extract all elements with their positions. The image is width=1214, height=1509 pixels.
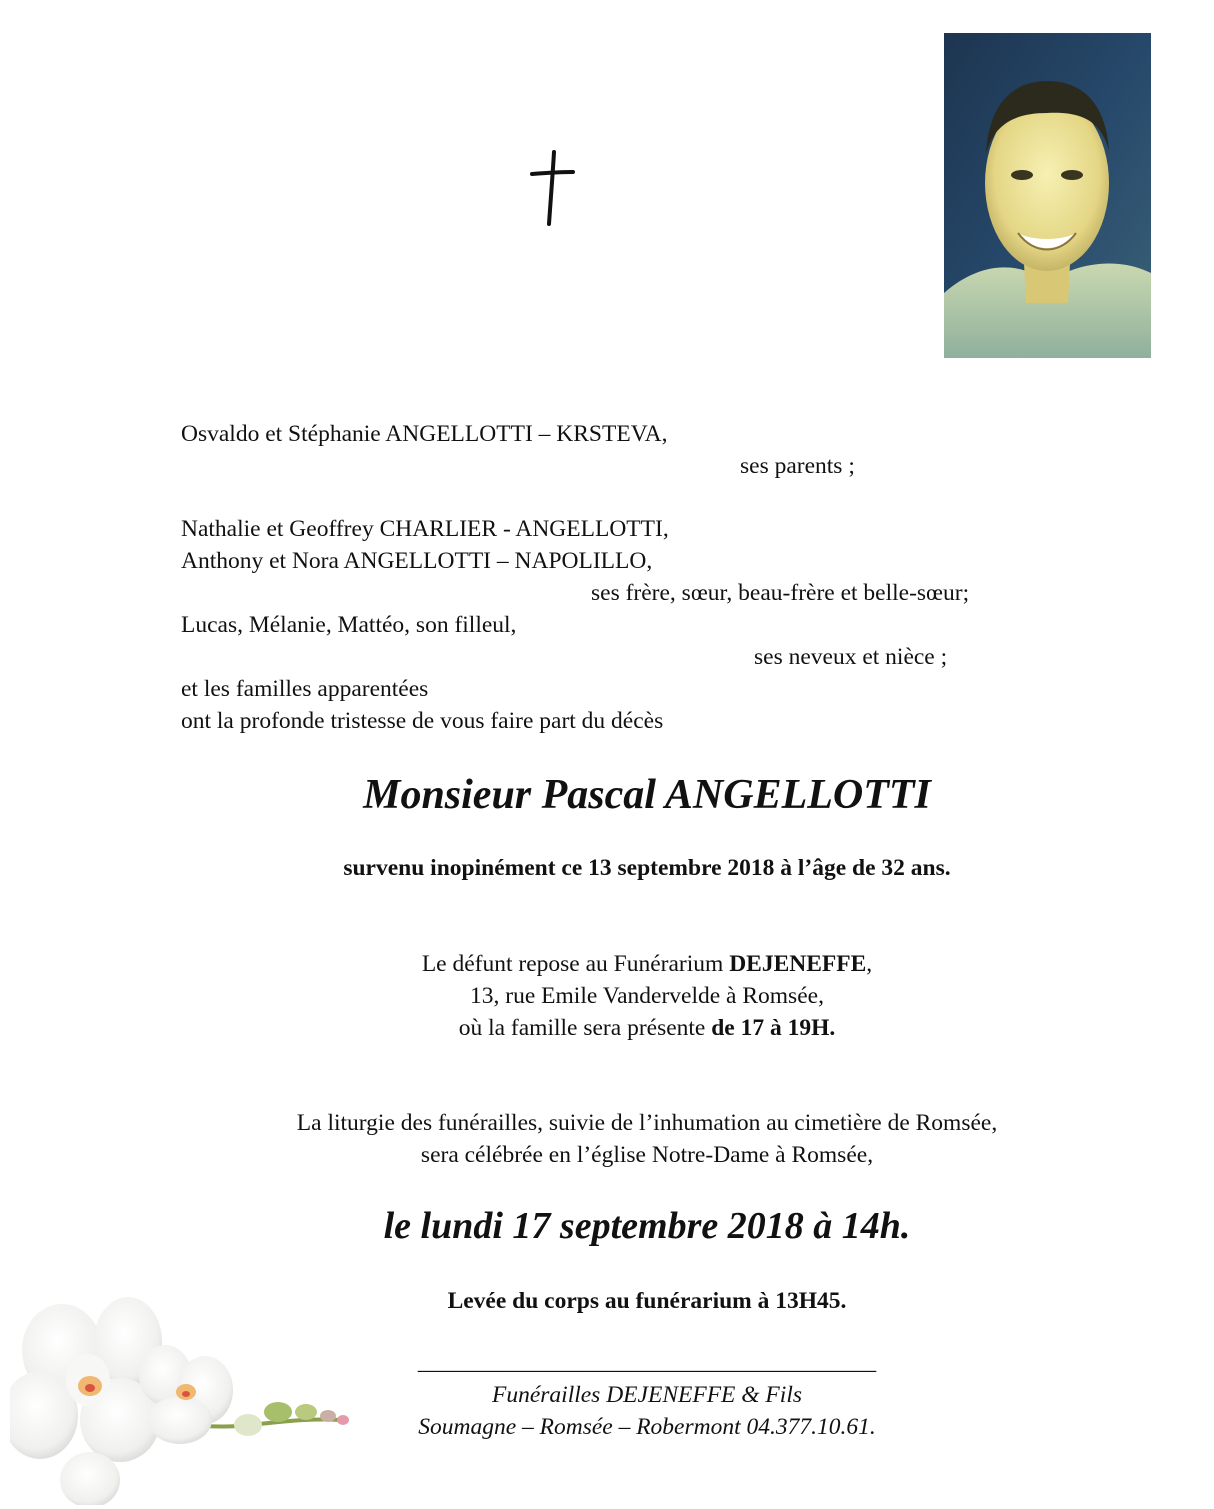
visitation-address: 13, rue Emile Vandervelde à Romsée, (470, 983, 824, 1009)
siblings-line-2: Anthony et Nora ANGELLOTTI – NAPOLILLO, (181, 548, 653, 574)
levee-line: Levée du corps au funérarium à 13H45. (447, 1288, 847, 1314)
visitation-line-1: Le défunt repose au Funérarium DEJENEFFE, (421, 951, 873, 977)
announcement-line: ont la profonde tristesse de vous faire part du décès (181, 708, 664, 734)
funeral-company: Funérailles DEJENEFFE & Fils (491, 1382, 802, 1408)
ceremony-date: le lundi 17 septembre 2018 à 14h. (383, 1205, 911, 1247)
nephews-names: Lucas, Mélanie, Mattéo, son filleul, (181, 612, 517, 638)
parents-role: ses parents ; (740, 453, 855, 479)
ceremony-line-1: La liturgie des funérailles, suivie de l’inhumation au cimetière de Romsée, (296, 1110, 998, 1136)
cross-icon (529, 150, 575, 226)
funeral-contact: Soumagne – Romsée – Robermont 04.377.10.61. (418, 1414, 876, 1440)
orchid-illustration (10, 1280, 360, 1505)
visitation-line-3: où la famille sera présente de 17 à 19H. (458, 1015, 836, 1041)
footer-rule: _______________________________________ (417, 1349, 877, 1375)
siblings-line-1: Nathalie et Geoffrey CHARLIER - ANGELLOTTI, (181, 516, 669, 542)
death-line: survenu inopinément ce 13 septembre 2018 à l’âge de 32 ans. (343, 855, 951, 881)
nephews-role: ses neveux et nièce ; (754, 644, 948, 670)
families-line: et les familles apparentées (181, 676, 429, 702)
ceremony-line-2: sera célébrée en l’église Notre-Dame à Romsée, (420, 1142, 874, 1168)
parents-names: Osvaldo et Stéphanie ANGELLOTTI – KRSTEVA, (181, 421, 668, 447)
portrait-photo (944, 33, 1151, 358)
deceased-name: Monsieur Pascal ANGELLOTTI (363, 772, 931, 818)
siblings-role: ses frère, sœur, beau-frère et belle-sœur; (591, 580, 970, 606)
